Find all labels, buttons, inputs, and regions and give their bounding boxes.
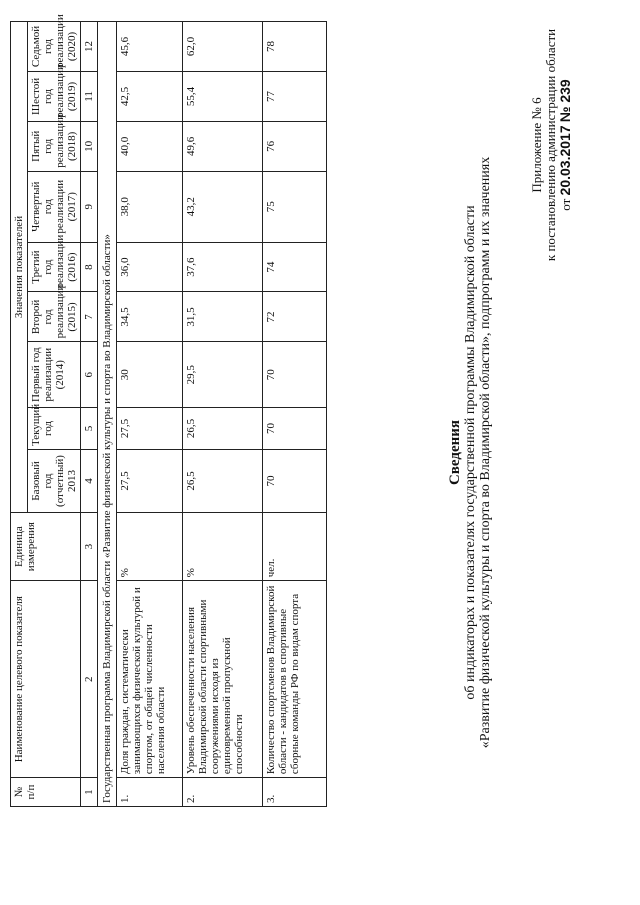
heading-title: Сведения	[447, 419, 463, 486]
col-header-year-3: Третий год реализации (2016)	[28, 242, 81, 292]
indicators-table	[10, 14, 327, 807]
value-cell: 70	[263, 342, 327, 408]
col-header-values-group: Значения показателей	[11, 22, 28, 513]
heading-subtitle: об индикаторах и показателях государственной программы Владимирской области	[463, 205, 478, 700]
appendix-date: 20.03.2017	[557, 125, 573, 196]
col-header-year-2: Второй год реализации (2015)	[28, 292, 81, 342]
value-cell: 27,5	[117, 450, 183, 513]
value-cell: 34,5	[117, 292, 183, 342]
row-number: 2.	[183, 778, 263, 807]
value-cell: 70	[263, 408, 327, 450]
indicator-unit: %	[117, 513, 183, 581]
value-cell: 78	[263, 22, 327, 72]
value-cell: 62,0	[183, 22, 263, 72]
value-cell: 49,6	[183, 121, 263, 171]
row-number: 3.	[263, 778, 327, 807]
col-header-year-5: Пятый год реализации (2018)	[28, 121, 81, 171]
row-number: 1.	[117, 778, 183, 807]
appendix-block	[530, 25, 573, 265]
section-title: Государственная программа Владимирской области «Развитие физической культуры и спорта во Владимирской области»	[98, 22, 117, 807]
col-header-year-6: Шестой год реализации (2019)	[28, 72, 81, 122]
col-header-current-year: Текущий год	[28, 408, 81, 450]
index-cell: 2	[81, 581, 98, 778]
value-cell: 43,2	[183, 171, 263, 242]
value-cell: 37,6	[183, 242, 263, 292]
value-cell: 74	[263, 242, 327, 292]
col-header-year-4: Четвертый год реализации (2017)	[28, 171, 81, 242]
value-cell: 36,0	[117, 242, 183, 292]
value-cell: 29,5	[183, 342, 263, 408]
indicator-name: Доля граждан, систематически занимающихся физической культурой и спортом, от общей численности населения области	[117, 581, 183, 778]
document-heading	[448, 100, 493, 805]
value-cell: 26,5	[183, 408, 263, 450]
value-cell: 45,6	[117, 22, 183, 72]
index-cell: 6	[81, 342, 98, 408]
appendix-title: Приложение № 6	[529, 97, 544, 193]
value-cell: 31,5	[183, 292, 263, 342]
indicator-unit: %	[183, 513, 263, 581]
table-row	[263, 22, 327, 807]
value-cell: 75	[263, 171, 327, 242]
header-row-top	[11, 22, 28, 807]
value-cell: 30	[117, 342, 183, 408]
index-cell: 11	[81, 72, 98, 122]
appendix-date-line	[558, 25, 573, 265]
index-cell: 12	[81, 22, 98, 72]
indicator-name: Уровень обеспеченности населения Владимирской области спортивными сооружениями исходя из единовременной пропускной способности	[183, 581, 263, 778]
col-header-num: № п/п	[11, 778, 81, 807]
value-cell: 76	[263, 121, 327, 171]
value-cell: 70	[263, 450, 327, 513]
index-cell: 7	[81, 292, 98, 342]
table-row	[117, 22, 183, 807]
col-header-name: Наименование целевого показателя	[11, 581, 81, 778]
value-cell: 26,5	[183, 450, 263, 513]
index-cell: 8	[81, 242, 98, 292]
index-cell: 3	[81, 513, 98, 581]
index-cell: 1	[81, 778, 98, 807]
section-row	[98, 22, 117, 807]
appendix-reference: к постановлению администрации области	[543, 28, 558, 262]
col-header-year-1: Первый год реализации (2014)	[28, 342, 81, 408]
value-cell: 55,4	[183, 72, 263, 122]
value-cell: 72	[263, 292, 327, 342]
index-cell: 5	[81, 408, 98, 450]
col-header-base-year: Базовый год (отчетный) 2013	[28, 450, 81, 513]
indicator-name: Количество спортсменов Владимирской области - кандидатов в спортивные сборные команды РФ по видам спорта	[263, 581, 327, 778]
column-index-row	[81, 22, 98, 807]
value-cell: 38,0	[117, 171, 183, 242]
indicator-unit: чел.	[263, 513, 327, 581]
appendix-date-prefix: от	[558, 198, 573, 211]
value-cell: 40,0	[117, 121, 183, 171]
value-cell: 77	[263, 72, 327, 122]
index-cell: 10	[81, 121, 98, 171]
appendix-number: № 239	[557, 79, 573, 123]
table-row	[183, 22, 263, 807]
index-cell: 4	[81, 450, 98, 513]
index-cell: 9	[81, 171, 98, 242]
value-cell: 27,5	[117, 408, 183, 450]
value-cell: 42,5	[117, 72, 183, 122]
col-header-unit: Единица измерения	[11, 513, 81, 581]
col-header-year-7: Седьмой год реализации (2020)	[28, 22, 81, 72]
heading-program-name: «Развитие физической культуры и спорта во Владимирской области», подпрограмм и их значениях	[478, 156, 493, 749]
